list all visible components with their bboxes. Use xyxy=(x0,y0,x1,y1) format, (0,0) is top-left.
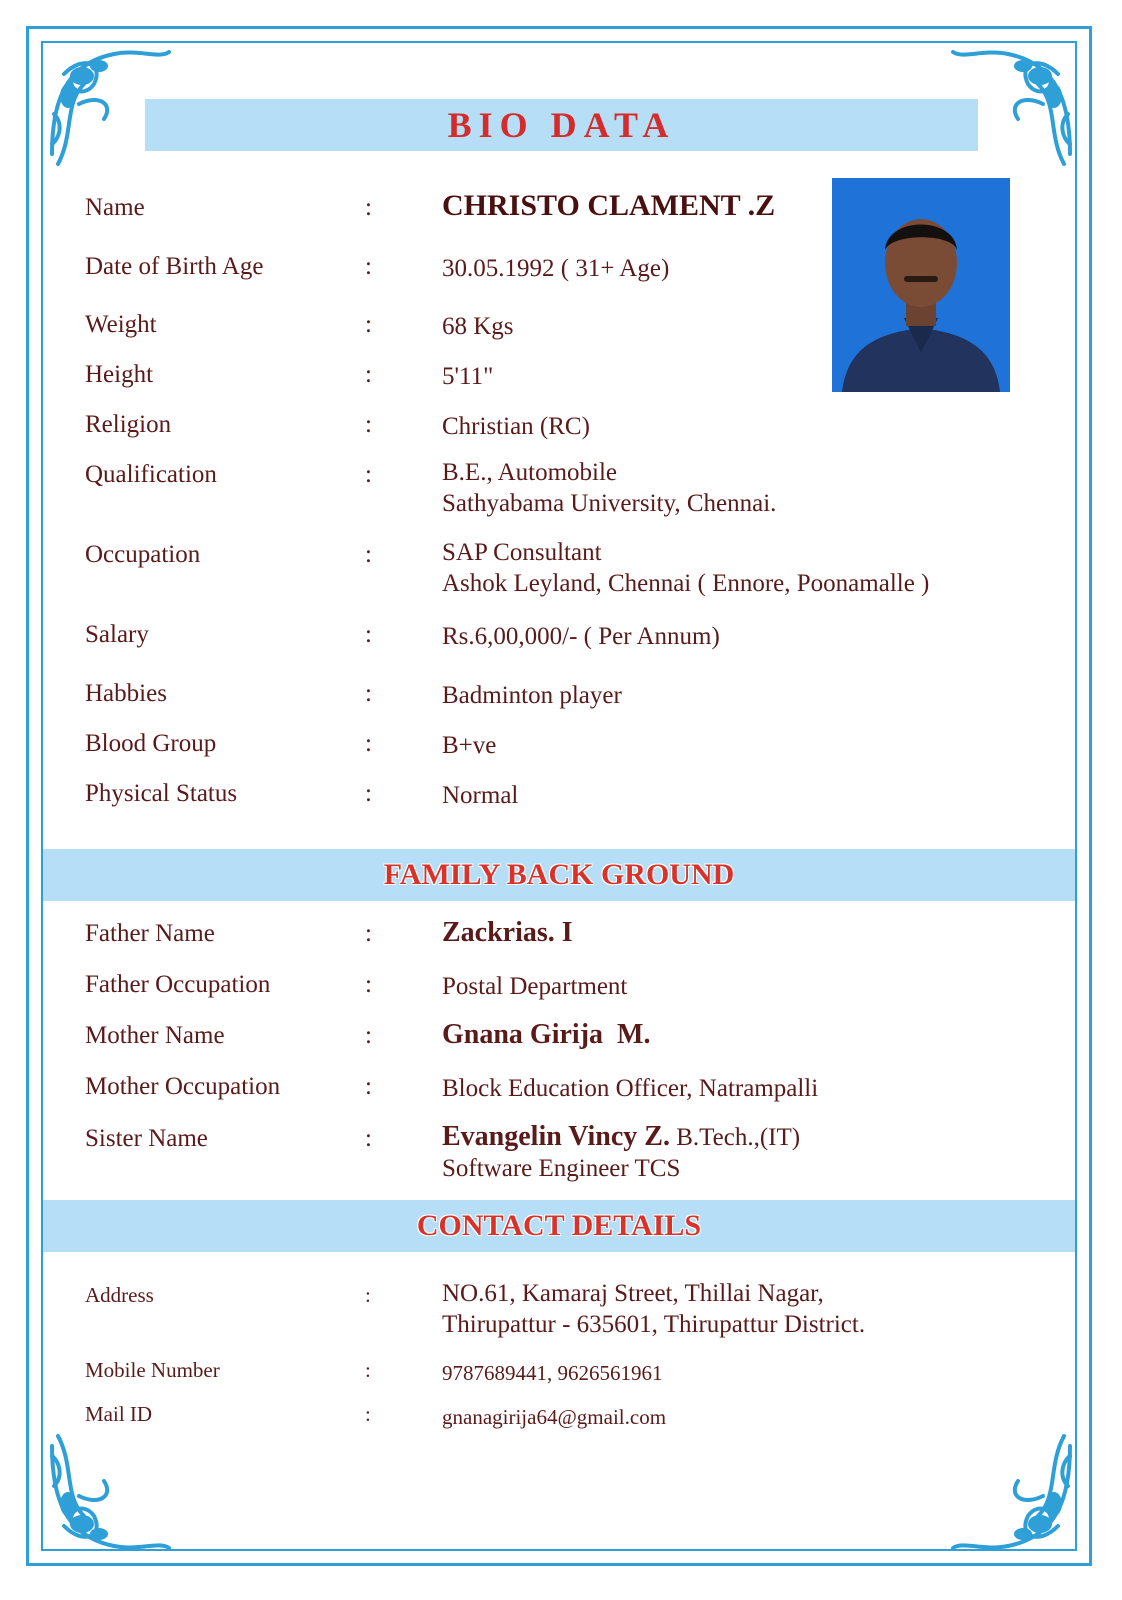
label-dob: Date of Birth Age xyxy=(85,253,264,280)
separator: : xyxy=(365,1358,371,1382)
corner-ornament-icon xyxy=(948,1426,1078,1556)
label-mother-name: Mother Name xyxy=(85,1022,225,1049)
label-salary: Salary xyxy=(85,621,149,648)
separator: : xyxy=(365,461,372,488)
label-physical-status: Physical Status xyxy=(85,780,238,807)
label-father-name: Father Name xyxy=(85,920,215,947)
separator: : xyxy=(365,1125,372,1152)
value-height: 5'11" xyxy=(442,363,494,390)
label-blood-group: Blood Group xyxy=(85,730,217,757)
label-qualification: Qualification xyxy=(85,461,217,488)
value-sister-name: Evangelin Vincy Z. xyxy=(442,1121,670,1152)
separator: : xyxy=(365,780,372,807)
contact-section-band xyxy=(43,1200,1075,1252)
profile-photo xyxy=(832,178,1010,392)
value-address-line2: Thirupattur - 635601, Thirupattur District. xyxy=(442,1311,866,1338)
separator: : xyxy=(365,1402,371,1426)
label-mother-occupation: Mother Occupation xyxy=(85,1073,281,1100)
separator: : xyxy=(365,680,372,707)
separator: : xyxy=(365,1073,372,1100)
value-hobbies: Badminton player xyxy=(442,682,622,709)
value-qualification-line1: B.E., Automobile xyxy=(442,459,617,486)
separator: : xyxy=(365,541,372,568)
label-name: Name xyxy=(85,194,145,221)
separator: : xyxy=(365,194,372,221)
label-sister-name: Sister Name xyxy=(85,1125,208,1152)
label-weight: Weight xyxy=(85,311,157,338)
value-mail: gnanagirija64@gmail.com xyxy=(442,1405,667,1429)
value-mother-occupation: Block Education Officer, Natrampalli xyxy=(442,1075,819,1102)
value-blood-group: B+ve xyxy=(442,732,497,759)
separator: : xyxy=(365,311,372,338)
contact-heading: CONTACT DETAILS xyxy=(416,1209,702,1242)
page-title: BIO DATA xyxy=(447,105,676,145)
value-mother-name: Gnana Girija M. xyxy=(442,1019,651,1050)
value-sister-degree: B.Tech.,(IT) xyxy=(669,1124,801,1151)
separator: : xyxy=(365,971,372,998)
label-mobile: Mobile Number xyxy=(85,1358,220,1382)
value-occupation-line1: SAP Consultant xyxy=(442,539,602,566)
corner-ornament-icon xyxy=(44,1426,174,1556)
value-father-name: Zackrias. I xyxy=(442,917,573,948)
value-religion: Christian (RC) xyxy=(442,413,590,440)
value-mobile: 9787689441, 9626561961 xyxy=(442,1361,663,1385)
separator: : xyxy=(365,361,372,388)
value-dob: 30.05.1992 ( 31+ Age) xyxy=(442,255,670,282)
value-weight: 68 Kgs xyxy=(442,313,514,340)
label-hobbies: Habbies xyxy=(85,680,167,707)
label-height: Height xyxy=(85,361,154,388)
title-band xyxy=(145,99,978,151)
value-father-occupation: Postal Department xyxy=(442,973,628,1000)
separator: : xyxy=(365,253,372,280)
separator: : xyxy=(365,411,372,438)
value-sister-occupation: Software Engineer TCS xyxy=(442,1155,681,1182)
separator: : xyxy=(365,1022,372,1049)
separator: : xyxy=(365,1283,371,1307)
value-qualification-line2: Sathyabama University, Chennai. xyxy=(442,490,777,517)
value-name: CHRISTO CLAMENT .Z xyxy=(442,189,776,222)
value-occupation-line2: Ashok Leyland, Chennai ( Ennore, Poonamalle ) xyxy=(442,570,930,597)
label-religion: Religion xyxy=(85,411,172,438)
label-address: Address xyxy=(85,1283,154,1307)
value-address-line1: NO.61, Kamaraj Street, Thillai Nagar, xyxy=(442,1280,824,1307)
label-father-occupation: Father Occupation xyxy=(85,971,271,998)
label-occupation: Occupation xyxy=(85,541,201,568)
separator: : xyxy=(365,730,372,757)
separator: : xyxy=(365,621,372,648)
label-mail: Mail ID xyxy=(85,1402,153,1426)
value-physical-status: Normal xyxy=(442,782,519,809)
value-salary: Rs.6,00,000/- ( Per Annum) xyxy=(442,623,720,650)
separator: : xyxy=(365,920,372,947)
family-heading: FAMILY BACK GROUND xyxy=(383,858,735,891)
family-section-band xyxy=(43,849,1075,901)
